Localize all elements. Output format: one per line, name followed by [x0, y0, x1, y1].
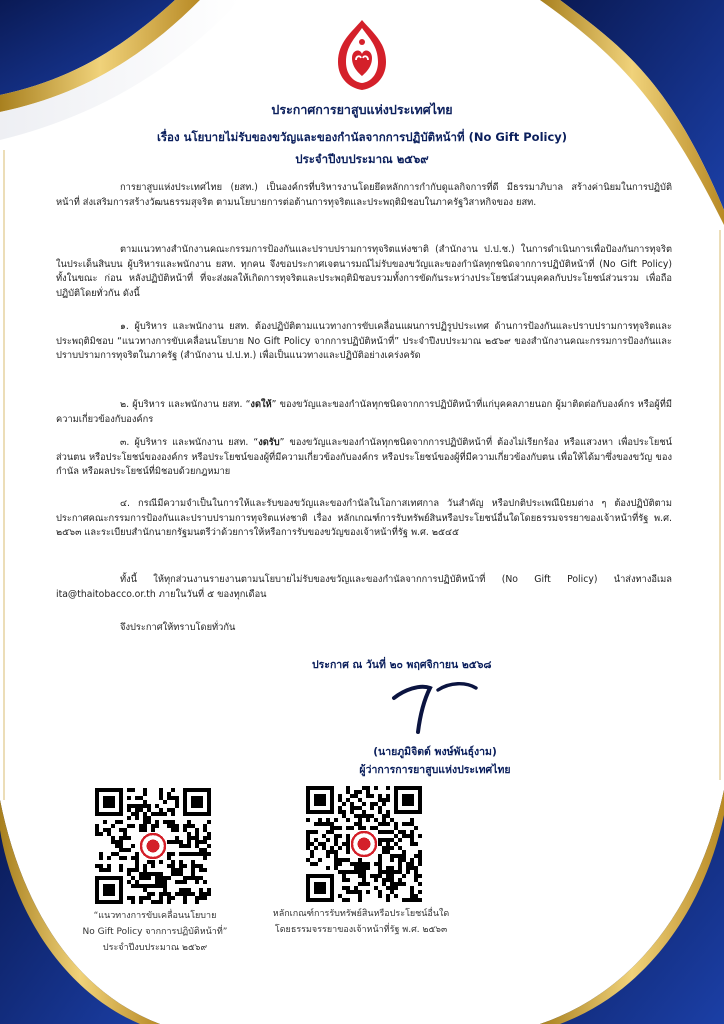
qr-caption-2-line-1: หลักเกณฑ์การรับทรัพย์สินหรือประโยชน์อื่นใด — [272, 909, 450, 919]
fiscal-year-line: ประจำปีงบประมาณ ๒๕๖๙ — [295, 152, 429, 166]
policy-item-3 — [56, 436, 672, 480]
paragraph-intro-text: การยาสูบแห่งประเทศไทย (ยสท.) เป็นองค์กรที่บริหารงานโดยยึดหลักการกำกับดูแลกิจการที่ดี มีธรรมาภิบาล สร้างค่านิยมในการปฏิบัติหน้าที่ ส่งเสริมการสร้างวัฒนธรรมสุจริต ตามนโยบายการต่อต้านการทุจริตและประพฤติมิชอบในภาครัฐวิสาหกิจของ ยสท. — [56, 182, 672, 208]
qr-caption-1-line-2: No Gift Policy จากการปฏิบัติหน้าที่” — [82, 927, 228, 937]
tobacco-authority-logo — [334, 18, 390, 92]
paragraph-nacc-guideline — [56, 243, 672, 301]
policy-item-1 — [56, 320, 672, 364]
paragraph-reporting — [56, 573, 672, 602]
paragraph-closing — [56, 621, 672, 636]
signer-name: (นายภูมิจิตต์ พงษ์พันธุ์งาม) — [373, 746, 497, 758]
policy-item-2-text-a: ๒. ผู้บริหาร และพนักงาน ยสท. “ — [120, 399, 251, 410]
handwritten-signature — [380, 676, 490, 736]
policy-item-2-emphasis: งดให้ — [250, 399, 272, 410]
announcement-subject: เรื่อง นโยบายไม่รับของขวัญและของกำนัลจากการปฏิบัติหน้าที่ (No Gift Policy) — [156, 130, 568, 144]
signer-title: ผู้ว่าการการยาสูบแห่งประเทศไทย — [359, 764, 511, 776]
paragraph-nacc-guideline-text: ตามแนวทางสำนักงานคณะกรรมการป้องกันและปราบปรามการทุจริตแห่งชาติ (สำนักงาน ป.ป.ช.) ในการดำเนินการเพื่อป้องกันการทุจริตในประเด็นสินบน ผู้บริหารและพนักงาน ยสท. ทุกคน จึงขอประกาศเจตนารมณ์ไม่รับของขวัญและของกำนัลทุกชนิดจากการปฏิบัติหน้าที่ (No Gift Policy) ทั้งในขณะ ก่อน หลังปฏิบัติหน้าที่ ที่จะส่งผลให้เกิดการทุจริตและประพฤติมิชอบรวมทั้งการขัดกันระหว่างประโยชน์ส่วนบุคคลกับประโยชน์ส่วนรวม เพื่อถือปฏิบัติโดยทั่วกัน ดังนี้ — [56, 244, 672, 299]
policy-item-4 — [56, 497, 672, 541]
policy-item-4-text: ๔. กรณีมีความจำเป็นในการให้และรับของขวัญและของกำนัลในโอกาสเทศกาล วันสำคัญ หรือปกติประเพณีนิยมต่าง ๆ ต้องปฏิบัติตามประกาศคณะกรรมการป้องกันและปราบปรามการทุจริตแห่งชาติ เรื่อง หลักเกณฑ์การรับทรัพย์สินหรือประโยชน์อื่นใดโดยธรรมจรรยาของเจ้าหน้าที่รัฐ พ.ศ. ๒๕๖๓ และระเบียบสำนักนายกรัฐมนตรีว่าด้วยการให้หรือการรับของขวัญของเจ้าหน้าที่รัฐ พ.ศ. ๒๕๔๕ — [56, 498, 672, 539]
paragraph-closing-text: จึงประกาศให้ทราบโดยทั่วกัน — [120, 622, 236, 633]
policy-item-1-text: ๑. ผู้บริหาร และพนักงาน ยสท. ต้องปฏิบัติตามแนวทางการขับเคลื่อนแผนการปฏิรูปประเทศ ด้านการป้องกันและปราบปรามการทุจริตและประพฤติมิชอบ “แนวทางการขับเคลื่อนนโยบาย No Gift Policy จากการปฏิบัติหน้าที่” ประจำปีงบประมาณ ๒๕๖๙ ของสำนักงานคณะกรรมการป้องกันและปราบปรามการทุจริตในภาครัฐ (สำนักงาน ป.ป.ท.) เพื่อเป็นแนวทางและปฏิบัติอย่างเคร่งครัด — [56, 321, 672, 362]
qr-code-no-gift-guideline[interactable] — [95, 788, 211, 904]
policy-item-3-text-b: ” ของขวัญและของกำนัลทุกชนิดจากการปฏิบัติหน้าที่ ต้องไม่เรียกร้อง หรือแสวงหา เพื่อประโยชน์ส่วนตน หรือประโยชน์ขององค์กร หรือประโยชน์ของผู้ที่มีความเกี่ยวข้องกับองค์กร หรือประโยชน์ของผู้ที่มีความเกี่ยวข้องกับตน เพื่อให้ได้มาซึ่งของขวัญ ของกำนัล หรือผลประโยชน์ที่มิชอบด้วยกฎหมาย — [56, 437, 672, 478]
qr-caption-1-line-3: ประจำปีงบประมาณ ๒๕๖๙ — [102, 943, 208, 953]
qr-code-property-criteria[interactable] — [306, 786, 422, 902]
qr-caption-2 — [226, 906, 496, 938]
policy-item-3-text-a: ๓. ผู้บริหาร และพนักงาน ยสท. “ — [120, 437, 259, 448]
paragraph-intro — [56, 181, 672, 210]
policy-item-2 — [56, 398, 672, 427]
paragraph-reporting-text: ทั้งนี้ ให้ทุกส่วนงานรายงานตามนโยบายไม่รับของขวัญและของกำนัลจากการปฏิบัติหน้าที่ (No Gift Policy) นำส่งทางอีเมล ita@thaitobacco.or.th ภายในวันที่ ๕ ของทุกเดือน — [56, 574, 672, 600]
announcement-title: ประกาศการยาสูบแห่งประเทศไทย — [271, 102, 453, 117]
qr-caption-2-line-2: โดยธรรมจรรยาของเจ้าหน้าที่รัฐ พ.ศ. ๒๕๖๓ — [274, 925, 448, 935]
policy-item-2-text-b: ” ของขวัญและของกำนัลทุกชนิดจากการปฏิบัติหน้าที่แก่บุคคลภายนอก ผู้มาติดต่อกับองค์กร หรือผู้ที่มีความเกี่ยวข้องกับองค์กร — [56, 399, 672, 425]
qr-caption-1-line-1: “แนวทางการขับเคลื่อนนโยบาย — [93, 911, 217, 921]
announcement-date: ประกาศ ณ วันที่ ๒๐ พฤศจิกายน ๒๕๖๘ — [312, 659, 492, 671]
policy-item-3-emphasis: งดรับ — [258, 437, 280, 448]
